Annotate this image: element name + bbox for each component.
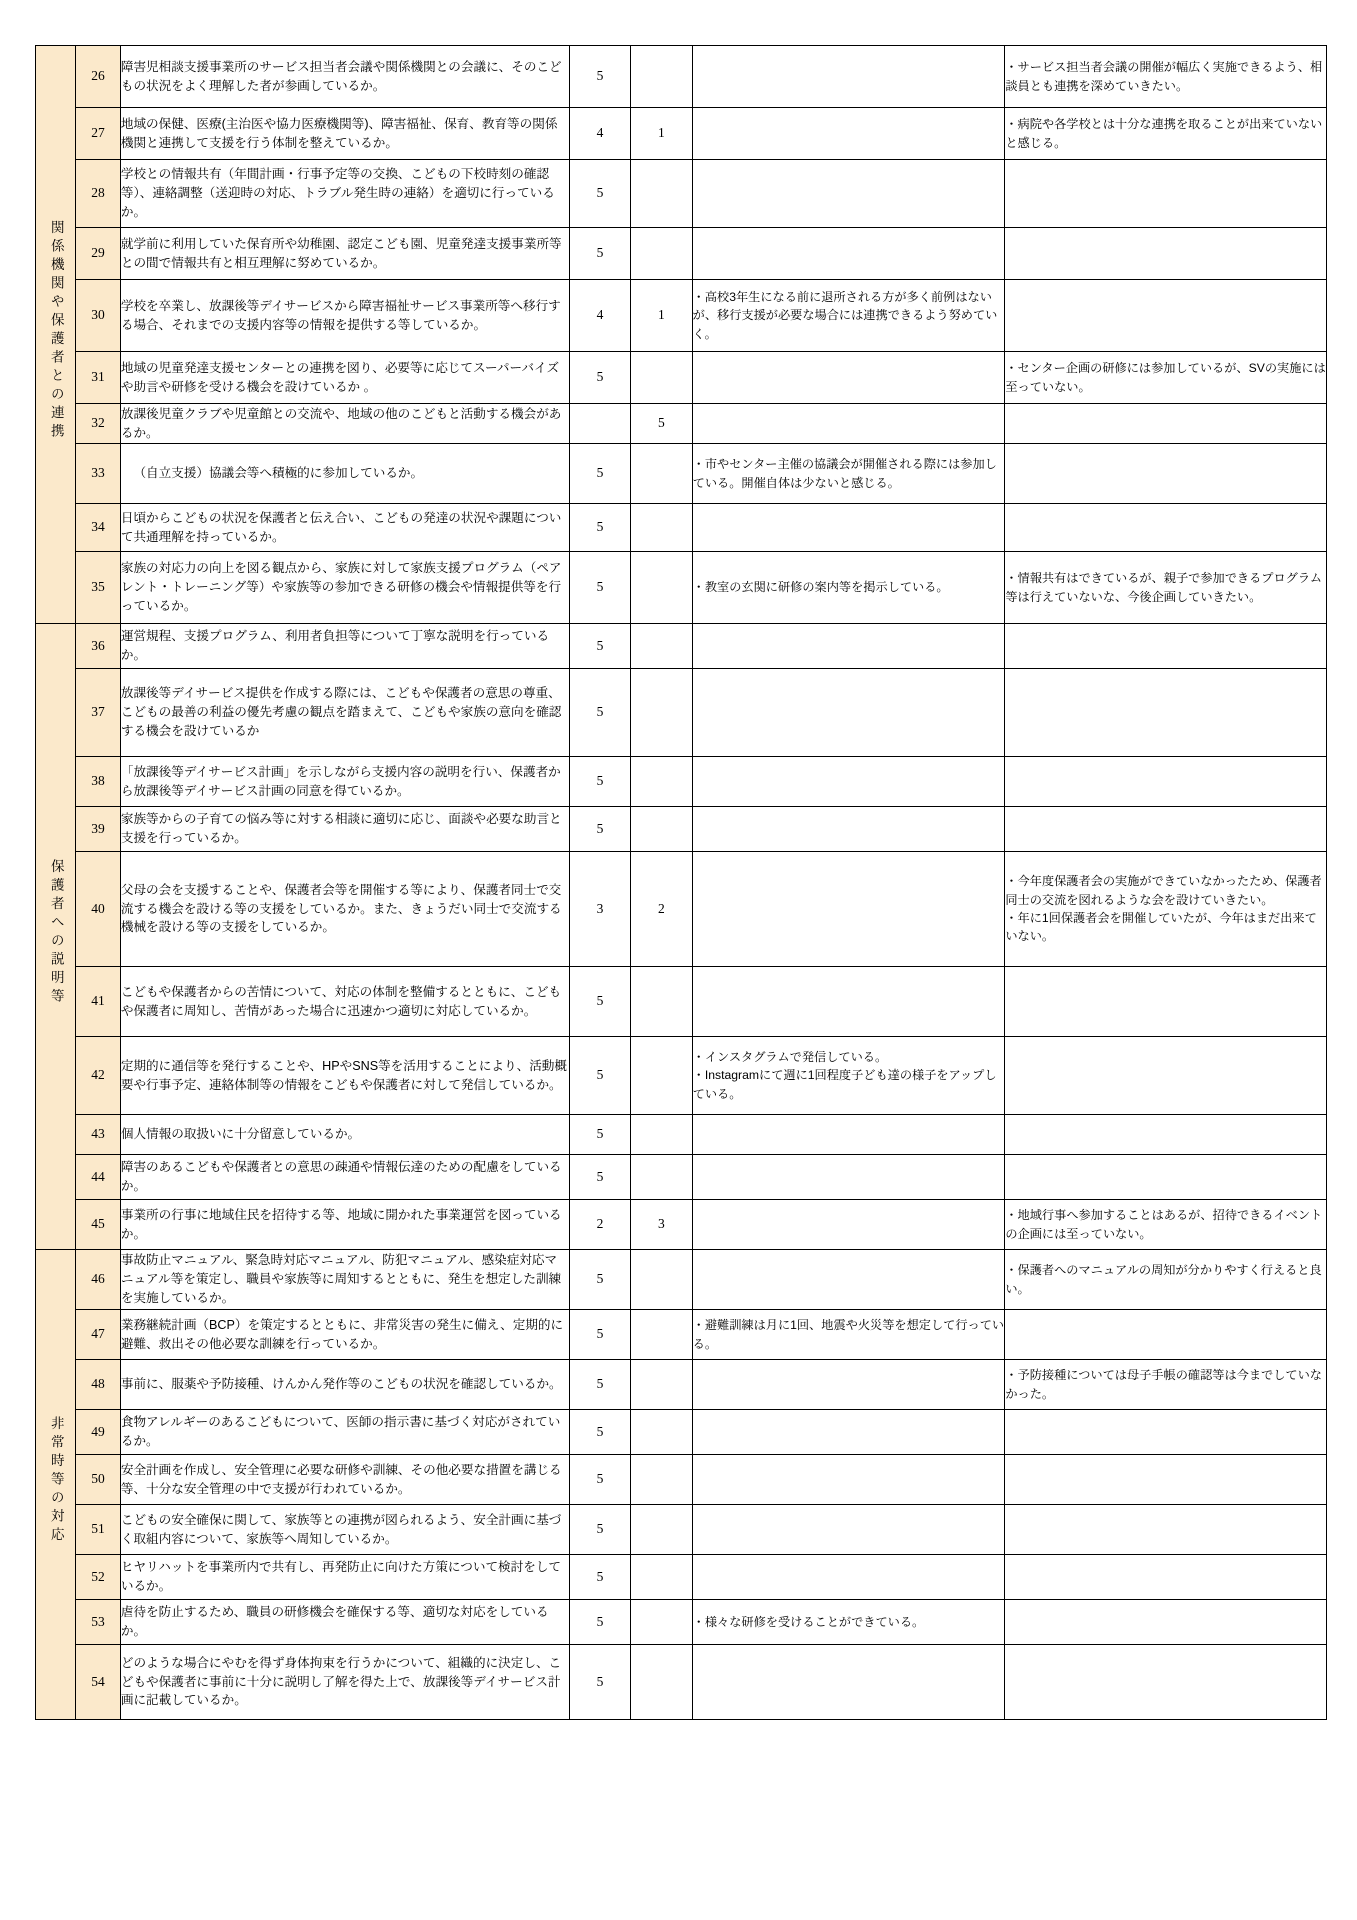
table-row [36, 46, 1327, 108]
table-row [36, 807, 1327, 852]
item-number-cell: 27 [76, 108, 121, 160]
score-yes-cell [569, 404, 630, 444]
item-number-cell: 54 [76, 1645, 121, 1720]
score-no-cell [631, 160, 692, 228]
score-no-cell [631, 1037, 692, 1115]
question-text-cell: 個人情報の取扱いに十分留意しているか。 [120, 1115, 569, 1155]
strengths-comment-cell [692, 967, 1005, 1037]
score-yes-cell: 5 [569, 967, 630, 1037]
item-number-cell: 31 [76, 352, 121, 404]
question-text-cell: どのような場合にやむを得ず身体拘束を行うかについて、組織的に決定し、こどもや保護者に事前に十分に説明し了解を得た上で、放課後等デイサービス計画に記載しているか。 [120, 1645, 569, 1720]
score-no-cell [631, 669, 692, 757]
question-text-cell: 食物アレルギーのあるこどもについて、医師の指示書に基づく対応がされているか。 [120, 1410, 569, 1455]
strengths-comment-cell [692, 852, 1005, 967]
improvement-comment-cell [1005, 1505, 1327, 1555]
score-no-cell: 1 [631, 108, 692, 160]
improvement-comment-cell [1005, 1555, 1327, 1600]
item-number-cell: 48 [76, 1360, 121, 1410]
improvement-comment-cell [1005, 1645, 1327, 1720]
strengths-comment-cell [692, 1037, 1005, 1115]
table-row [36, 404, 1327, 444]
score-yes-cell: 5 [569, 352, 630, 404]
score-yes-cell: 5 [569, 1250, 630, 1310]
category-label-cell [36, 46, 76, 624]
strengths-comment-cell: ・避難訓練は月に1回、地震や火災等を想定して行っている。 [692, 1310, 1005, 1360]
score-no-cell [631, 1115, 692, 1155]
table-row [36, 1200, 1327, 1250]
score-no-cell [631, 1410, 692, 1455]
category-label-cell [36, 624, 76, 1250]
question-text-cell: 放課後等デイサービス提供を作成する際には、こどもや保護者の意思の尊重、こどもの最善の利益の優先考慮の観点を踏まえて、こどもや家族の意向を確認する機会を設けているか [120, 669, 569, 757]
score-yes-cell: 5 [569, 669, 630, 757]
table-row [36, 852, 1327, 967]
table-row [36, 1115, 1327, 1155]
item-number-cell: 47 [76, 1310, 121, 1360]
question-text-cell: 定期的に通信等を発行することや、HPやSNS等を活用することにより、活動概要や行事予定、連絡体制等の情報をこどもや保護者に対して発信しているか。 [120, 1037, 569, 1115]
item-number-cell: 52 [76, 1555, 121, 1600]
improvement-comment-cell [1005, 1310, 1327, 1360]
strengths-comment-cell: ・教室の玄関に研修の案内等を掲示している。 [692, 552, 1005, 624]
table-row [36, 1037, 1327, 1115]
score-no-cell [631, 1310, 692, 1360]
question-text-cell: 放課後児童クラブや児童館との交流や、地域の他のこどもと活動する機会があるか。 [120, 404, 569, 444]
score-no-cell [631, 1505, 692, 1555]
score-yes-cell: 5 [569, 504, 630, 552]
improvement-comment-cell [1005, 444, 1327, 504]
question-text-cell: 業務継続計画（BCP）を策定するとともに、非常災害の発生に備え、定期的に避難、救出その他必要な訓練を行っているか。 [120, 1310, 569, 1360]
table-row [36, 1505, 1327, 1555]
item-number-cell: 28 [76, 160, 121, 228]
strengths-comment-cell [692, 1360, 1005, 1410]
item-number-cell: 44 [76, 1155, 121, 1200]
strengths-comment-cell [692, 1645, 1005, 1720]
improvement-comment-cell [1005, 624, 1327, 669]
question-text-cell: 事故防止マニュアル、緊急時対応マニュアル、防犯マニュアル、感染症対応マニュアル等を策定し、職員や家族等に周知するとともに、発生を想定した訓練を実施しているか。 [120, 1250, 569, 1310]
score-no-cell [631, 624, 692, 669]
strengths-comment-cell [692, 1505, 1005, 1555]
question-text-cell: 「放課後等デイサービス計画」を示しながら支援内容の説明を行い、保護者から放課後等デイサービス計画の同意を得ているか。 [120, 757, 569, 807]
strengths-comment-cell [692, 1410, 1005, 1455]
improvement-comment-cell: ・サービス担当者会議の開催が幅広く実施できるよう、相談員とも連携を深めていきたい。 [1005, 46, 1327, 108]
question-text-cell: ヒヤリハットを事業所内で共有し、再発防止に向けた方策について検討をしているか。 [120, 1555, 569, 1600]
comment-line: ・Instagramにて週に1回程度子ども達の様子をアップしている。 [692, 1068, 997, 1101]
improvement-comment-cell [1005, 1600, 1327, 1645]
strengths-comment-cell [692, 1250, 1005, 1310]
category-label-text: 関係機関や保護者との連携 [48, 219, 64, 442]
question-text-cell: 運営規程、支援プログラム、利用者負担等について丁寧な説明を行っているか。 [120, 624, 569, 669]
question-text-cell: 学校との情報共有（年間計画・行事予定等の交換、こどもの下校時刻の確認等）、連絡調整（送迎時の対応、トラブル発生時の連絡）を適切に行っているか。 [120, 160, 569, 228]
item-number-cell: 37 [76, 669, 121, 757]
score-no-cell: 3 [631, 1200, 692, 1250]
strengths-comment-cell [692, 352, 1005, 404]
item-number-cell: 29 [76, 228, 121, 280]
table-row [36, 1310, 1327, 1360]
table-row [36, 1410, 1327, 1455]
strengths-comment-cell [692, 757, 1005, 807]
strengths-comment-cell [692, 108, 1005, 160]
score-no-cell: 1 [631, 280, 692, 352]
improvement-comment-cell: ・情報共有はできているが、親子で参加できるプログラム等は行えていないな、今後企画していきたい。 [1005, 552, 1327, 624]
item-number-cell: 43 [76, 1115, 121, 1155]
strengths-comment-cell: ・様々な研修を受けることができている。 [692, 1600, 1005, 1645]
improvement-comment-cell [1005, 504, 1327, 552]
score-yes-cell: 5 [569, 1037, 630, 1115]
question-text-cell: 就学前に利用していた保育所や幼稚園、認定こども園、児童発達支援事業所等との間で情報共有と相互理解に努めているか。 [120, 228, 569, 280]
score-yes-cell: 5 [569, 1505, 630, 1555]
score-no-cell [631, 807, 692, 852]
question-text-cell: 事前に、服薬や予防接種、けんかん発作等のこどもの状況を確認しているか。 [120, 1360, 569, 1410]
comment-line: ・年に1回保護者会を開催していたが、今年はまだ出来ていない。 [1005, 911, 1317, 944]
item-number-cell: 50 [76, 1455, 121, 1505]
score-yes-cell: 5 [569, 1360, 630, 1410]
question-text-cell: 日頃からこどもの状況を保護者と伝え合い、こどもの発達の状況や課題について共通理解を持っているか。 [120, 504, 569, 552]
table-row [36, 160, 1327, 228]
improvement-comment-cell [1005, 1155, 1327, 1200]
table-row [36, 1360, 1327, 1410]
score-no-cell [631, 444, 692, 504]
strengths-comment-cell: ・市やセンター主催の協議会が開催される際には参加している。開催自体は少ないと感じる。 [692, 444, 1005, 504]
score-no-cell [631, 757, 692, 807]
score-no-cell [631, 1600, 692, 1645]
question-text-cell: 地域の保健、医療(主治医や協力医療機関等)、障害福祉、保育、教育等の関係機関と連携して支援を行う体制を整えているか。 [120, 108, 569, 160]
table-body [36, 46, 1327, 1720]
question-text-cell: 学校を卒業し、放課後等デイサービスから障害福祉サービス事業所等へ移行する場合、それまでの支援内容等の情報を提供する等しているか。 [120, 280, 569, 352]
table-row [36, 444, 1327, 504]
strengths-comment-cell [692, 228, 1005, 280]
strengths-comment-cell [692, 1115, 1005, 1155]
item-number-cell: 39 [76, 807, 121, 852]
strengths-comment-cell [692, 669, 1005, 757]
question-text-cell: 虐待を防止するため、職員の研修機会を確保する等、適切な対応をしているか。 [120, 1600, 569, 1645]
score-yes-cell: 2 [569, 1200, 630, 1250]
table-row [36, 1250, 1327, 1310]
question-text-cell: 父母の会を支援することや、保護者会等を開催する等により、保護者同士で交流する機会を設ける等の支援をしているか。また、きょうだい同士で交流する機械を設ける等の支援をしているか。 [120, 852, 569, 967]
table-row [36, 757, 1327, 807]
score-yes-cell: 4 [569, 280, 630, 352]
item-number-cell: 46 [76, 1250, 121, 1310]
question-text-cell: 障害児相談支援事業所のサービス担当者会議や関係機関との会議に、そのこどもの状況をよく理解した者が参画しているか。 [120, 46, 569, 108]
improvement-comment-cell [1005, 160, 1327, 228]
improvement-comment-cell [1005, 1410, 1327, 1455]
score-no-cell [631, 46, 692, 108]
item-number-cell: 35 [76, 552, 121, 624]
table-row [36, 1645, 1327, 1720]
score-no-cell [631, 1645, 692, 1720]
score-yes-cell: 5 [569, 1410, 630, 1455]
score-yes-cell: 5 [569, 46, 630, 108]
strengths-comment-cell [692, 404, 1005, 444]
score-no-cell [631, 967, 692, 1037]
item-number-cell: 49 [76, 1410, 121, 1455]
table-row [36, 1155, 1327, 1200]
item-number-cell: 42 [76, 1037, 121, 1115]
improvement-comment-cell [1005, 1115, 1327, 1155]
strengths-comment-cell [692, 1155, 1005, 1200]
score-yes-cell: 5 [569, 1645, 630, 1720]
score-yes-cell: 5 [569, 552, 630, 624]
score-yes-cell: 3 [569, 852, 630, 967]
improvement-comment-cell: ・予防接種については母子手帳の確認等は今までしていなかった。 [1005, 1360, 1327, 1410]
improvement-comment-cell: ・保護者へのマニュアルの周知が分かりやすく行えると良い。 [1005, 1250, 1327, 1310]
score-no-cell [631, 1455, 692, 1505]
strengths-comment-cell: ・高校3年生になる前に退所される方が多く前例はないが、移行支援が必要な場合には連携できるよう努めていく。 [692, 280, 1005, 352]
item-number-cell: 26 [76, 46, 121, 108]
question-text-cell: 事業所の行事に地域住民を招待する等、地域に開かれた事業運営を図っているか。 [120, 1200, 569, 1250]
score-no-cell [631, 552, 692, 624]
table-row [36, 1555, 1327, 1600]
self-assessment-table [35, 45, 1327, 1720]
question-text-cell: 家族の対応力の向上を図る観点から、家族に対して家族支援プログラム（ペアレント・トレーニング等）や家族等の参加できる研修の機会や情報提供等を行っているか。 [120, 552, 569, 624]
score-yes-cell: 5 [569, 1600, 630, 1645]
strengths-comment-cell [692, 624, 1005, 669]
score-no-cell [631, 228, 692, 280]
item-number-cell: 53 [76, 1600, 121, 1645]
table-row [36, 624, 1327, 669]
question-text-cell: 家族等からの子育ての悩み等に対する相談に適切に応じ、面談や必要な助言と支援を行っているか。 [120, 807, 569, 852]
category-label-text: 非常時等の対応 [48, 1415, 64, 1546]
score-no-cell [631, 1360, 692, 1410]
question-text-cell: こどもの安全確保に関して、家族等との連携が図られるよう、安全計画に基づく取組内容について、家族等へ周知しているか。 [120, 1505, 569, 1555]
score-no-cell [631, 1155, 692, 1200]
question-text-cell: 地域の児童発達支援センターとの連携を図り、必要等に応じてスーパーバイズや助言や研修を受ける機会を設けているか 。 [120, 352, 569, 404]
improvement-comment-cell [1005, 280, 1327, 352]
improvement-comment-cell [1005, 852, 1327, 967]
question-text-cell: 安全計画を作成し、安全管理に必要な研修や訓練、その他必要な措置を講じる等、十分な安全管理の中で支援が行われているか。 [120, 1455, 569, 1505]
score-yes-cell: 5 [569, 228, 630, 280]
category-label-text: 保護者への説明等 [48, 858, 64, 1007]
score-no-cell [631, 1555, 692, 1600]
improvement-comment-cell: ・センター企画の研修には参加しているが、SVの実施には至っていない。 [1005, 352, 1327, 404]
improvement-comment-cell [1005, 807, 1327, 852]
score-yes-cell: 4 [569, 108, 630, 160]
comment-line: ・インスタグラムで発信している。 [692, 1050, 888, 1065]
strengths-comment-cell [692, 160, 1005, 228]
score-no-cell: 2 [631, 852, 692, 967]
category-label-cell [36, 1250, 76, 1720]
item-number-cell: 38 [76, 757, 121, 807]
item-number-cell: 32 [76, 404, 121, 444]
score-yes-cell: 5 [569, 1455, 630, 1505]
item-number-cell: 36 [76, 624, 121, 669]
score-no-cell [631, 504, 692, 552]
score-yes-cell: 5 [569, 757, 630, 807]
improvement-comment-cell [1005, 757, 1327, 807]
score-yes-cell: 5 [569, 1115, 630, 1155]
table-row [36, 352, 1327, 404]
table-row [36, 504, 1327, 552]
table-row [36, 108, 1327, 160]
strengths-comment-cell [692, 46, 1005, 108]
item-number-cell: 41 [76, 967, 121, 1037]
strengths-comment-cell [692, 1455, 1005, 1505]
item-number-cell: 45 [76, 1200, 121, 1250]
item-number-cell: 51 [76, 1505, 121, 1555]
score-yes-cell: 5 [569, 444, 630, 504]
item-number-cell: 34 [76, 504, 121, 552]
improvement-comment-cell [1005, 404, 1327, 444]
item-number-cell: 30 [76, 280, 121, 352]
strengths-comment-cell [692, 504, 1005, 552]
improvement-comment-cell [1005, 1037, 1327, 1115]
improvement-comment-cell: ・地域行事へ参加することはあるが、招待できるイベントの企画には至っていない。 [1005, 1200, 1327, 1250]
strengths-comment-cell [692, 1200, 1005, 1250]
improvement-comment-cell [1005, 967, 1327, 1037]
question-text-cell: （自立支援）協議会等へ積極的に参加しているか。 [120, 444, 569, 504]
table-row [36, 669, 1327, 757]
improvement-comment-cell [1005, 669, 1327, 757]
score-yes-cell: 5 [569, 1310, 630, 1360]
improvement-comment-cell: ・病院や各学校とは十分な連携を取ることが出来ていないと感じる。 [1005, 108, 1327, 160]
improvement-comment-cell [1005, 1455, 1327, 1505]
question-text-cell: 障害のあるこどもや保護者との意思の疎通や情報伝達のための配慮をしているか。 [120, 1155, 569, 1200]
table-row [36, 967, 1327, 1037]
table-row [36, 552, 1327, 624]
comment-line: ・今年度保護者会の実施ができていなかったため、保護者同士の交流を図れるような会を設けていきたい。 [1005, 874, 1322, 907]
strengths-comment-cell [692, 807, 1005, 852]
table-row [36, 1600, 1327, 1645]
score-no-cell: 5 [631, 404, 692, 444]
score-yes-cell: 5 [569, 1555, 630, 1600]
score-no-cell [631, 352, 692, 404]
item-number-cell: 33 [76, 444, 121, 504]
score-no-cell [631, 1250, 692, 1310]
item-number-cell: 40 [76, 852, 121, 967]
table-row [36, 228, 1327, 280]
score-yes-cell: 5 [569, 160, 630, 228]
question-text-cell: こどもや保護者からの苦情について、対応の体制を整備するとともに、こどもや保護者に周知し、苦情があった場合に迅速かつ適切に対応しているか。 [120, 967, 569, 1037]
table-row [36, 1455, 1327, 1505]
score-yes-cell: 5 [569, 807, 630, 852]
improvement-comment-cell [1005, 228, 1327, 280]
strengths-comment-cell [692, 1555, 1005, 1600]
score-yes-cell: 5 [569, 1155, 630, 1200]
table-row [36, 280, 1327, 352]
score-yes-cell: 5 [569, 624, 630, 669]
